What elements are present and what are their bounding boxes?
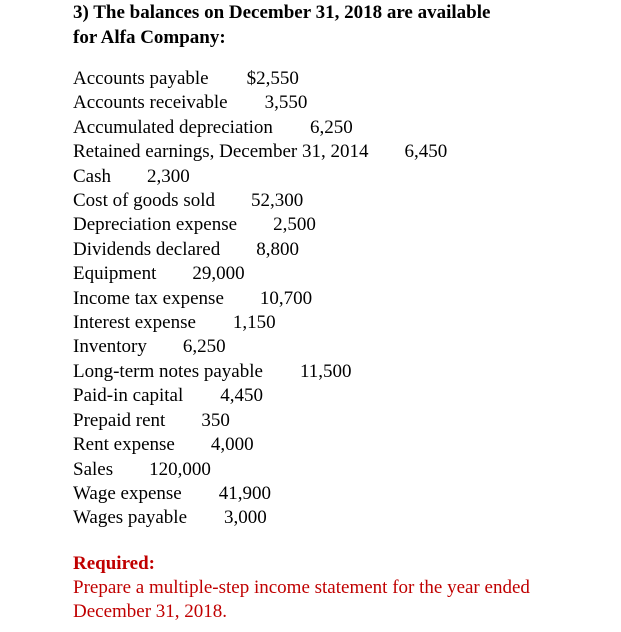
account-row — [73, 238, 447, 262]
account-amount: 6,250 — [309, 116, 353, 138]
account-row — [73, 165, 447, 189]
account-name: Accumulated depreciation — [73, 116, 273, 138]
account-name: Interest expense — [73, 312, 196, 334]
account-amount: 350 — [201, 409, 230, 431]
account-amount: 1,150 — [232, 312, 276, 334]
heading-line-1: 3) The balances on December 31, 2018 are available — [73, 2, 491, 23]
account-amount: 11,500 — [299, 360, 352, 382]
required-label: Required: — [73, 553, 155, 574]
account-row — [73, 482, 447, 506]
account-name: Accounts payable — [73, 68, 209, 89]
account-row — [73, 91, 447, 115]
account-name: Sales — [73, 458, 114, 480]
account-name: Cash — [73, 165, 111, 187]
account-row — [73, 287, 447, 311]
account-amount: 2,500 — [273, 214, 316, 236]
heading-line-2: for Alfa Company: — [73, 27, 226, 48]
account-amount: 2,300 — [147, 165, 190, 187]
account-name: Cost of goods sold — [73, 190, 215, 212]
account-name: Prepaid rent — [73, 409, 166, 431]
account-row — [73, 213, 447, 237]
account-name: Dividends declared — [73, 238, 221, 260]
account-amount: 3,000 — [224, 507, 267, 529]
account-amount: 4,000 — [210, 434, 254, 456]
account-amount: 6,450 — [404, 141, 448, 163]
account-row — [73, 311, 447, 335]
account-row — [73, 360, 447, 384]
account-row — [73, 409, 447, 433]
account-name: Inventory — [73, 336, 147, 358]
account-name: Wage expense — [73, 482, 182, 504]
problem-heading — [73, 0, 613, 50]
account-row — [73, 506, 447, 530]
account-name: Rent expense — [73, 434, 175, 456]
account-amount: 3,550 — [264, 92, 308, 114]
required-instruction: Prepare a multiple-step income statement for the year ended December 31, 2018. — [73, 577, 530, 622]
account-name: Wages payable — [73, 507, 187, 529]
account-amount: 8,800 — [256, 238, 299, 260]
account-row — [73, 67, 447, 91]
account-name: Depreciation expense — [73, 214, 238, 236]
account-row — [73, 335, 447, 359]
account-amount: 52,300 — [251, 190, 304, 212]
account-amount: 120,000 — [149, 458, 211, 480]
account-row — [73, 189, 447, 213]
account-name: Long-term notes payable — [73, 360, 263, 382]
account-row — [73, 458, 447, 482]
required-section — [73, 552, 593, 624]
account-row — [73, 116, 447, 140]
account-row — [73, 433, 447, 457]
account-row — [73, 262, 447, 286]
account-balances-list — [73, 67, 447, 531]
account-amount: 41,900 — [218, 482, 271, 504]
account-row — [73, 140, 447, 164]
account-name: Retained earnings, December 31, 2014 — [73, 141, 369, 163]
account-amount: 6,250 — [182, 336, 226, 358]
account-name: Equipment — [73, 263, 157, 285]
account-row — [73, 384, 447, 408]
account-amount: 10,700 — [259, 287, 313, 309]
account-name: Paid-in capital — [73, 385, 184, 407]
account-name: Accounts receivable — [73, 92, 228, 114]
account-amount: 29,000 — [192, 263, 245, 285]
account-amount: $2,550 — [246, 68, 299, 89]
account-amount: 4,450 — [220, 385, 264, 407]
account-name: Income tax expense — [73, 287, 224, 309]
